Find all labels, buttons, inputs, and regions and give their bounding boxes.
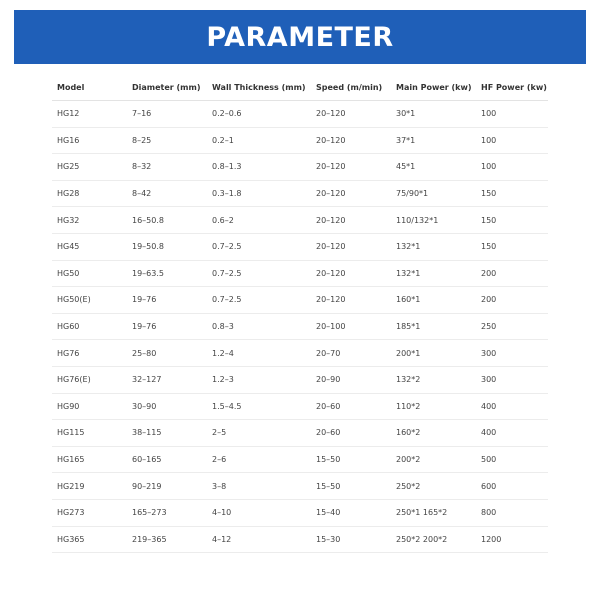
cell-model: HG12: [52, 101, 127, 128]
cell-wall-thickness: 0.7–2.5: [207, 233, 311, 260]
cell-model: HG365: [52, 526, 127, 553]
cell-speed: 20–120: [311, 260, 391, 287]
cell-wall-thickness: 0.6–2: [207, 207, 311, 234]
cell-diameter: 19–76: [127, 287, 207, 314]
cell-wall-thickness: 0.2–1: [207, 127, 311, 154]
cell-wall-thickness: 2–6: [207, 446, 311, 473]
cell-hf-power: 250: [476, 313, 548, 340]
cell-wall-thickness: 4–12: [207, 526, 311, 553]
cell-model: HG25: [52, 154, 127, 181]
cell-speed: 20–100: [311, 313, 391, 340]
header-model: Model: [52, 74, 127, 101]
parameter-banner: [14, 10, 586, 64]
table-row: [52, 340, 548, 367]
table-row: [52, 499, 548, 526]
cell-diameter: 16–50.8: [127, 207, 207, 234]
cell-model: HG76: [52, 340, 127, 367]
cell-diameter: 219–365: [127, 526, 207, 553]
cell-speed: 20–120: [311, 127, 391, 154]
table-row: [52, 233, 548, 260]
cell-model: HG50: [52, 260, 127, 287]
cell-model: HG76(E): [52, 366, 127, 393]
cell-main-power: 160*2: [391, 420, 476, 447]
cell-main-power: 110/132*1: [391, 207, 476, 234]
cell-diameter: 60–165: [127, 446, 207, 473]
cell-speed: 20–120: [311, 101, 391, 128]
cell-wall-thickness: 1.2–4: [207, 340, 311, 367]
cell-main-power: 185*1: [391, 313, 476, 340]
cell-speed: 15–50: [311, 473, 391, 500]
cell-diameter: 19–76: [127, 313, 207, 340]
cell-main-power: 132*1: [391, 260, 476, 287]
cell-diameter: 7–16: [127, 101, 207, 128]
cell-diameter: 32–127: [127, 366, 207, 393]
cell-wall-thickness: 1.5–4.5: [207, 393, 311, 420]
cell-hf-power: 150: [476, 207, 548, 234]
cell-main-power: 200*1: [391, 340, 476, 367]
cell-speed: 20–90: [311, 366, 391, 393]
cell-speed: 15–30: [311, 526, 391, 553]
cell-wall-thickness: 0.3–1.8: [207, 180, 311, 207]
cell-main-power: 250*2: [391, 473, 476, 500]
table-row: [52, 101, 548, 128]
cell-main-power: 250*2 200*2: [391, 526, 476, 553]
cell-model: HG16: [52, 127, 127, 154]
cell-hf-power: 800: [476, 499, 548, 526]
header-hf-power: HF Power (kw): [476, 74, 548, 101]
cell-model: HG60: [52, 313, 127, 340]
header-speed: Speed (m/min): [311, 74, 391, 101]
cell-main-power: 132*2: [391, 366, 476, 393]
table-row: [52, 393, 548, 420]
table-row: [52, 180, 548, 207]
cell-wall-thickness: 0.2–0.6: [207, 101, 311, 128]
cell-model: HG45: [52, 233, 127, 260]
cell-model: HG115: [52, 420, 127, 447]
cell-model: HG32: [52, 207, 127, 234]
cell-diameter: 30–90: [127, 393, 207, 420]
cell-hf-power: 200: [476, 287, 548, 314]
cell-diameter: 38–115: [127, 420, 207, 447]
cell-main-power: 132*1: [391, 233, 476, 260]
cell-main-power: 75/90*1: [391, 180, 476, 207]
cell-hf-power: 300: [476, 366, 548, 393]
cell-main-power: 30*1: [391, 101, 476, 128]
table-row: [52, 207, 548, 234]
table-header-row: [52, 74, 548, 101]
cell-model: HG219: [52, 473, 127, 500]
cell-hf-power: 500: [476, 446, 548, 473]
cell-main-power: 250*1 165*2: [391, 499, 476, 526]
cell-wall-thickness: 0.7–2.5: [207, 260, 311, 287]
cell-speed: 20–70: [311, 340, 391, 367]
cell-wall-thickness: 0.8–1.3: [207, 154, 311, 181]
cell-hf-power: 600: [476, 473, 548, 500]
cell-hf-power: 300: [476, 340, 548, 367]
cell-model: HG50(E): [52, 287, 127, 314]
cell-main-power: 200*2: [391, 446, 476, 473]
table-row: [52, 154, 548, 181]
table-body: [52, 101, 548, 553]
cell-speed: 20–120: [311, 233, 391, 260]
cell-speed: 20–120: [311, 287, 391, 314]
cell-speed: 15–40: [311, 499, 391, 526]
cell-main-power: 160*1: [391, 287, 476, 314]
cell-speed: 20–60: [311, 420, 391, 447]
table-row: [52, 287, 548, 314]
table-row: [52, 313, 548, 340]
cell-model: HG28: [52, 180, 127, 207]
cell-diameter: 90–219: [127, 473, 207, 500]
cell-wall-thickness: 2–5: [207, 420, 311, 447]
header-wall-thickness: Wall Thickness (mm): [207, 74, 311, 101]
table-row: [52, 260, 548, 287]
cell-diameter: 25–80: [127, 340, 207, 367]
cell-diameter: 19–50.8: [127, 233, 207, 260]
cell-wall-thickness: 3–8: [207, 473, 311, 500]
cell-main-power: 110*2: [391, 393, 476, 420]
cell-model: HG273: [52, 499, 127, 526]
cell-hf-power: 100: [476, 101, 548, 128]
cell-diameter: 8–32: [127, 154, 207, 181]
cell-hf-power: 150: [476, 180, 548, 207]
cell-main-power: 45*1: [391, 154, 476, 181]
cell-wall-thickness: 0.7–2.5: [207, 287, 311, 314]
cell-speed: 20–120: [311, 207, 391, 234]
table-row: [52, 366, 548, 393]
cell-wall-thickness: 1.2–3: [207, 366, 311, 393]
header-diameter: Diameter (mm): [127, 74, 207, 101]
cell-hf-power: 400: [476, 420, 548, 447]
cell-diameter: 19–63.5: [127, 260, 207, 287]
parameter-table: [52, 74, 548, 553]
cell-hf-power: 150: [476, 233, 548, 260]
header-main-power: Main Power (kw): [391, 74, 476, 101]
table-row: [52, 473, 548, 500]
cell-wall-thickness: 0.8–3: [207, 313, 311, 340]
cell-hf-power: 100: [476, 127, 548, 154]
cell-speed: 15–50: [311, 446, 391, 473]
cell-hf-power: 200: [476, 260, 548, 287]
table-row: [52, 526, 548, 553]
cell-speed: 20–120: [311, 154, 391, 181]
page-title: PARAMETER: [206, 21, 394, 53]
cell-hf-power: 400: [476, 393, 548, 420]
cell-diameter: 165–273: [127, 499, 207, 526]
cell-model: HG90: [52, 393, 127, 420]
cell-hf-power: 1200: [476, 526, 548, 553]
cell-model: HG165: [52, 446, 127, 473]
cell-diameter: 8–25: [127, 127, 207, 154]
cell-main-power: 37*1: [391, 127, 476, 154]
table-row: [52, 127, 548, 154]
table-row: [52, 446, 548, 473]
cell-hf-power: 100: [476, 154, 548, 181]
cell-speed: 20–120: [311, 180, 391, 207]
cell-diameter: 8–42: [127, 180, 207, 207]
cell-wall-thickness: 4–10: [207, 499, 311, 526]
table-row: [52, 420, 548, 447]
cell-speed: 20–60: [311, 393, 391, 420]
